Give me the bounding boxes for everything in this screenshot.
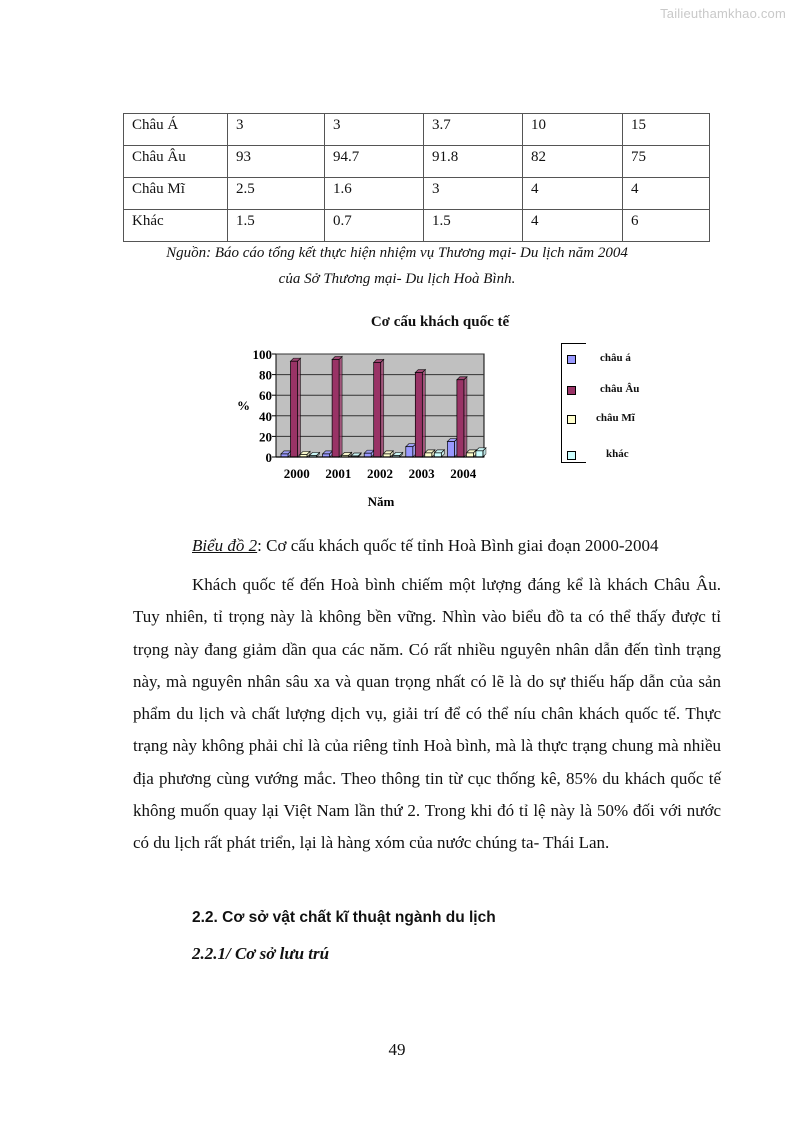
table-row xyxy=(124,178,710,210)
legend-swatch xyxy=(567,355,576,364)
value-cell: 2.5 xyxy=(228,178,325,210)
bar-2002-1 xyxy=(374,362,381,457)
x-tick-label: 2001 xyxy=(325,466,352,481)
legend-label: châu Mĩ xyxy=(596,412,635,424)
bar-2004-0 xyxy=(447,442,454,457)
value-cell: 3 xyxy=(228,114,325,146)
y-tick-label: 100 xyxy=(252,347,272,362)
bar-2001-1 xyxy=(332,359,339,457)
bar-2003-3 xyxy=(434,453,441,457)
value-cell: 82 xyxy=(523,146,623,178)
y-tick-label: 0 xyxy=(265,450,272,465)
y-tick-label: 60 xyxy=(259,388,272,404)
y-tick-label: 20 xyxy=(259,429,272,445)
value-cell: 94.7 xyxy=(325,146,424,178)
source-note-line2: của Sở Thương mại- Du lịch Hoà Bình. xyxy=(278,271,516,287)
watermark: Tailieuthamkhao.com xyxy=(660,6,786,21)
value-cell: 3.7 xyxy=(424,114,523,146)
bar-2004-3 xyxy=(476,451,483,457)
value-cell: 4 xyxy=(623,178,710,210)
x-tick-label: 2000 xyxy=(283,466,310,481)
value-cell: 3 xyxy=(424,178,523,210)
table-row xyxy=(124,146,710,178)
value-cell: 1.6 xyxy=(325,178,424,210)
figure-caption-text: : Cơ cấu khách quốc tế tỉnh Hoà Bình giai đoạn 2000-2004 xyxy=(257,536,659,555)
bar-2003-1 xyxy=(415,373,422,457)
table-row xyxy=(124,114,710,146)
legend-label: khác xyxy=(606,448,629,460)
value-cell: 0.7 xyxy=(325,210,424,242)
row-label-cell: Châu Âu xyxy=(124,146,228,178)
legend-label: châu á xyxy=(600,352,631,364)
legend-swatch xyxy=(567,386,576,395)
bar-2003-0 xyxy=(406,447,413,457)
x-tick-label: 2002 xyxy=(367,466,393,481)
section-heading: 2.2. Cơ sở vật chất kĩ thuật ngành du lịch xyxy=(192,909,496,926)
value-cell: 15 xyxy=(623,114,710,146)
value-cell: 3 xyxy=(325,114,424,146)
value-cell: 4 xyxy=(523,210,623,242)
figure-caption xyxy=(192,536,658,556)
chart-title: Cơ cấu khách quốc tế xyxy=(370,314,510,330)
body-paragraph: Khách quốc tế đến Hoà bình chiếm một lượng đáng kể là khách Châu Âu. Tuy nhiên, tỉ trọng này là không bền vững. Nhìn vào biểu đồ ta có thể thấy được tỉ trọng này đang giảm dần qua các năm. Có rất nhiều nguyên nhân dẫn đến tình trạng này, mà nguyên nhân sâu xa và quan trọng nhất có lẽ là do sự thiếu hấp dẫn của sản phẩm du lịch và chất lượng dịch vụ, giải trí để có thể níu chân khách quốc tế. Thực trạng này không phải chỉ là của riêng tỉnh Hoà bình, mà là thực trạng chung mà nhiều địa phương cùng vướng mắc. Theo thông tin từ cục thống kê, 85% du khách quốc tế không muốn quay lại Việt Nam lần thứ 2. Trong khi đó tỉ lệ này là 50% đối với nước có du lịch rất phát triển, lại là hàng xóm của nước chúng ta- Thái Lan. xyxy=(133,575,721,853)
legend-swatch xyxy=(567,451,576,460)
value-cell: 93 xyxy=(228,146,325,178)
value-cell: 75 xyxy=(623,146,710,178)
x-axis-label: Năm xyxy=(367,494,395,509)
figure-ref: Biểu đồ 2 xyxy=(192,536,258,555)
value-cell: 1.5 xyxy=(424,210,523,242)
legend-label: châu Âu xyxy=(600,383,640,395)
value-cell: 1.5 xyxy=(228,210,325,242)
legend-swatch xyxy=(567,415,576,424)
x-tick-label: 2004 xyxy=(450,466,477,481)
value-cell: 6 xyxy=(623,210,710,242)
table-row xyxy=(124,210,710,242)
subsection-heading: 2.2.1/ Cơ sở lưu trú xyxy=(192,944,330,963)
bar-2004-2 xyxy=(466,453,473,457)
value-cell: 91.8 xyxy=(424,146,523,178)
data-table xyxy=(123,113,710,242)
source-note-line1: Nguồn: Báo cáo tổng kết thực hiện nhiệm vụ Thương mại- Du lịch năm 2004 xyxy=(166,245,628,261)
bar-chart xyxy=(220,340,500,515)
bar-2004-1 xyxy=(457,380,464,457)
value-cell: 4 xyxy=(523,178,623,210)
row-label-cell: Châu Mĩ xyxy=(124,178,228,210)
row-label-cell: Châu Á xyxy=(124,114,228,146)
value-cell: 10 xyxy=(523,114,623,146)
x-tick-label: 2003 xyxy=(408,466,435,481)
y-tick-label: 40 xyxy=(259,408,272,424)
y-tick-label: 80 xyxy=(259,367,272,383)
row-label-cell: Khác xyxy=(124,210,228,242)
y-axis-label: % xyxy=(237,398,250,413)
page-number: 49 xyxy=(388,1040,406,1059)
bar-2000-1 xyxy=(291,361,298,457)
bar-2003-2 xyxy=(425,453,432,457)
